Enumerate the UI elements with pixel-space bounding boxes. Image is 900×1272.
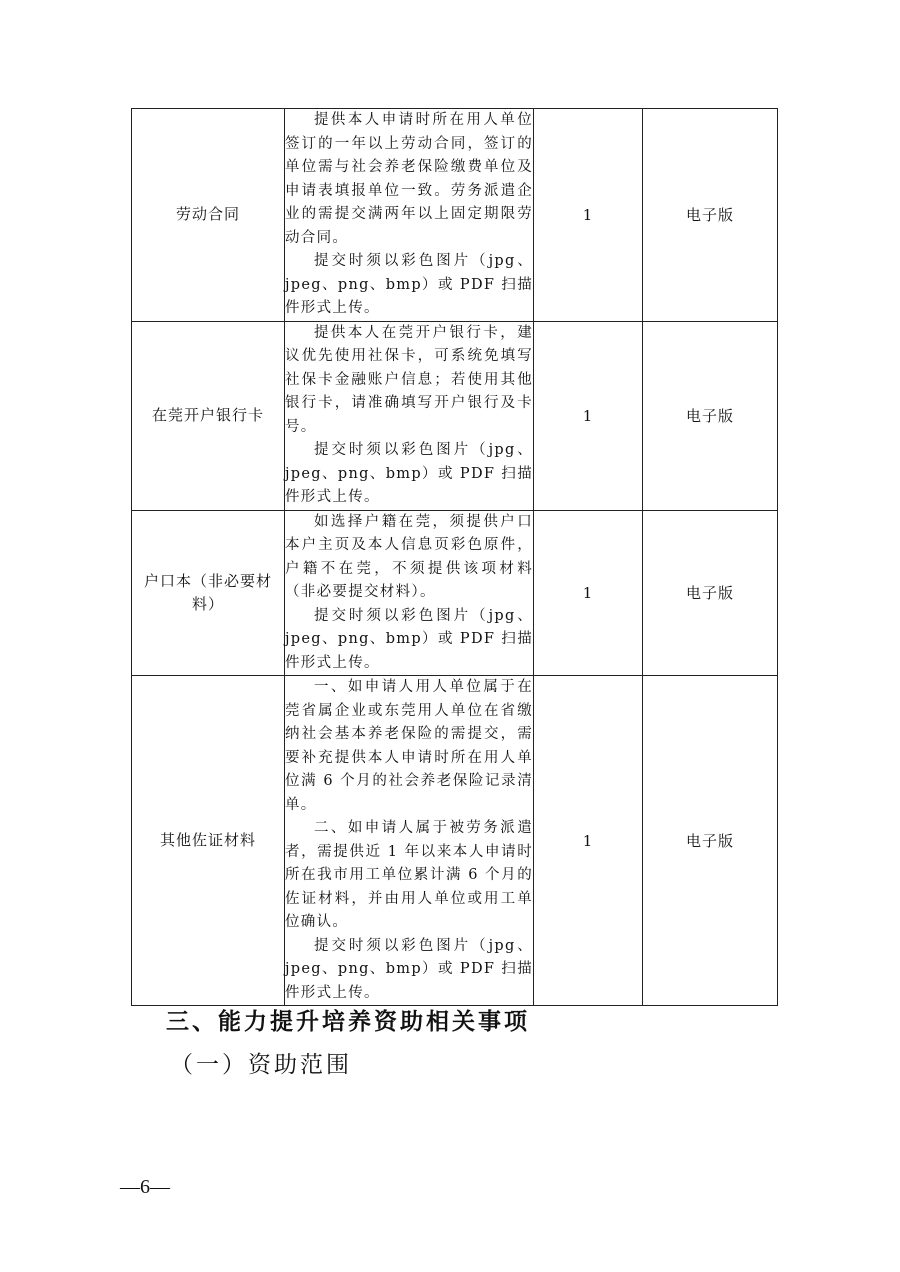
description-paragraph: 提交时须以彩色图片（jpg、jpeg、png、bmp）或 PDF 扫描件形式上传。 xyxy=(285,937,533,1001)
table-row xyxy=(132,510,778,676)
material-description xyxy=(285,109,534,322)
table-row xyxy=(132,109,778,322)
material-description xyxy=(285,510,534,676)
table-row xyxy=(132,321,778,510)
material-quantity: 1 xyxy=(534,676,643,1006)
description-paragraph: 提交时须以彩色图片（jpg、jpeg、png、bmp）或 PDF 扫描件形式上传。 xyxy=(285,253,533,316)
material-description xyxy=(285,676,534,1006)
material-format: 电子版 xyxy=(643,321,778,510)
material-quantity: 1 xyxy=(534,510,643,676)
material-name: 户口本（非必要材料） xyxy=(132,510,285,676)
description-paragraph: 提供本人在莞开户银行卡，建议优先使用社保卡，可系统免填写社保卡金融账户信息；若使用其他银行卡，请准确填写开户银行及卡号。 xyxy=(285,324,533,435)
description-paragraph: 如选择户籍在莞，须提供户口本户主页及本人信息页彩色原件，户籍不在莞，不须提供该项材料（非必要提交材料）。 xyxy=(285,513,533,600)
material-description xyxy=(285,321,534,510)
material-format: 电子版 xyxy=(643,676,778,1006)
description-paragraph: 提交时须以彩色图片（jpg、jpeg、png、bmp）或 PDF 扫描件形式上传。 xyxy=(285,607,533,671)
subsection-heading: （一）资助范围 xyxy=(170,1052,352,1078)
description-paragraph: 提交时须以彩色图片（jpg、jpeg、png、bmp）或 PDF 扫描件形式上传。 xyxy=(285,442,533,505)
material-quantity: 1 xyxy=(534,109,643,322)
section-heading: 三、能力提升培养资助相关事项 xyxy=(166,1009,530,1035)
materials-table xyxy=(131,108,778,1006)
description-paragraph: 二、如申请人属于被劳务派遣者，需提供近 1 年以来本人申请时所在我市用工单位累计满 6 个月的佐证材料，并由用人单位或用工单位确认。 xyxy=(285,820,533,930)
description-paragraph: 一、如申请人用人单位属于在莞省属企业或东莞用人单位在省缴纳社会基本养老保险的需提交，需要补充提供本人申请时所在用人单位满 6 个月的社会养老保险记录清单。 xyxy=(285,679,533,813)
page-number: —6— xyxy=(120,1176,170,1198)
material-format: 电子版 xyxy=(643,109,778,322)
material-name: 其他佐证材料 xyxy=(132,676,285,1006)
description-paragraph: 提供本人申请时所在用人单位签订的一年以上劳动合同，签订的单位需与社会养老保险缴费单位及申请表填报单位一致。劳务派遣企业的需提交满两年以上固定期限劳动合同。 xyxy=(285,112,533,246)
material-name: 劳动合同 xyxy=(132,109,285,322)
table-row xyxy=(132,676,778,1006)
material-name: 在莞开户银行卡 xyxy=(132,321,285,510)
material-quantity: 1 xyxy=(534,321,643,510)
material-format: 电子版 xyxy=(643,510,778,676)
